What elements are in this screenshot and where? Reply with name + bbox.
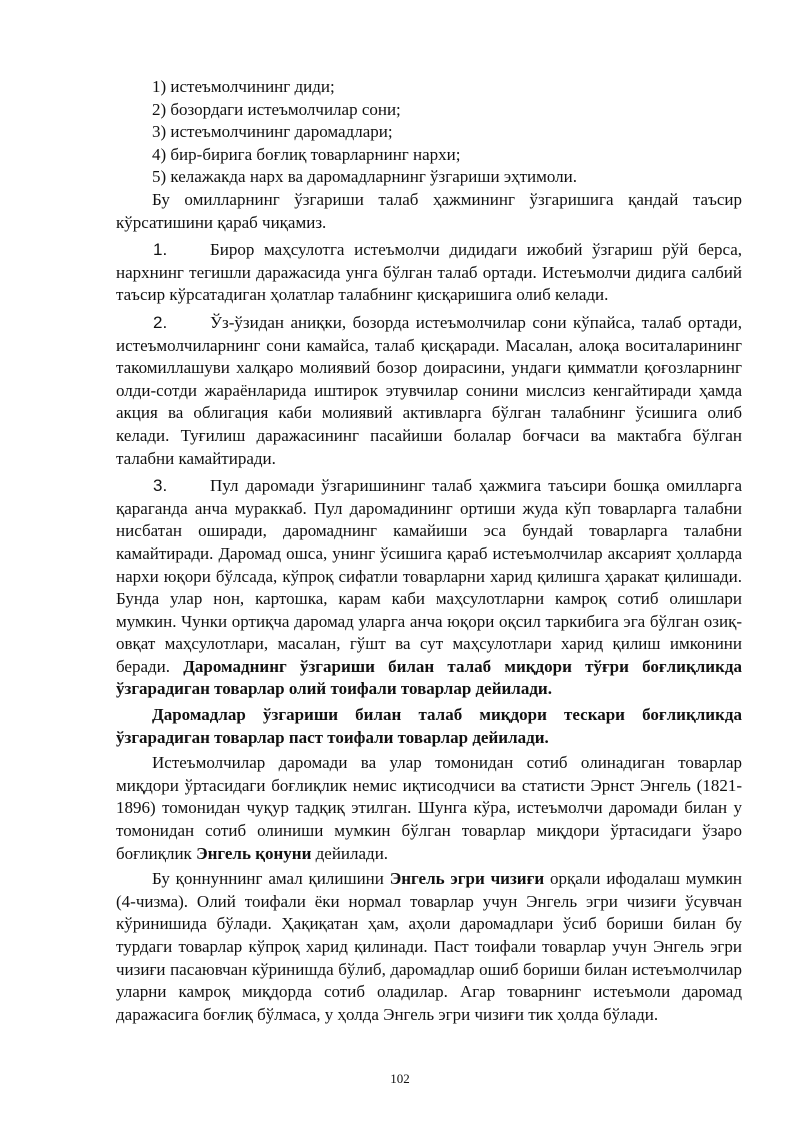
point-2-text: Ўз-ўзидан аниқки, бозорда истеъмолчилар сони кўпайса, талаб ортади, истеъмолчиларнинг сони камайса, талаб қисқаради. Масалан, алоқа воситаларининг такомиллашуви халқаро молиявий бозор доирасини, ундаги қимматли қоғозларнинг олди-сотди жараёнларида иштирок этувчилар сонини мислсиз кенгайтиради ҳамда акция ва облигация каби молиявий активларга бўлган талабнинг ўсишига олиб келади. Туғилиш даражасининг пасайиши болалар боғчаси ва мактабга бўлган талабни камайтиради. xyxy=(116,312,742,468)
list-item: 1) истеъмолчининг диди; xyxy=(152,77,335,96)
point-2-number: 2. xyxy=(153,312,168,332)
inferior-goods-definition: Даромадлар ўзгариши билан талаб миқдори тескари боғлиқликда ўзгарадиган товарлар паст тоифали товарлар дейилади. xyxy=(116,705,742,747)
point-1-text: Бирор маҳсулотга истеъмолчи дидидаги ижобий ўзгариш рўй берса, нархнинг тегишли даражасида унга бўлган талаб ортади. Истеъмолчи дидига салбий таъсир кўрсатадиган ҳолатлар талабнинг қисқаришига олиб келади. xyxy=(116,240,742,305)
point-1-number: 1. xyxy=(153,240,168,260)
page-number: 102 xyxy=(390,1071,410,1086)
engel-curve-text-1: Бу қоннуннинг амал қилишини xyxy=(152,869,390,889)
list-item: 3) истеъмолчининг даромадлари; xyxy=(152,122,393,142)
engel-law-term: Энгель қонуни xyxy=(196,843,312,863)
body-text xyxy=(116,189,742,1029)
engel-law-text-2: дейилади. xyxy=(311,843,389,863)
engel-curve-paragraph xyxy=(116,868,742,1026)
engel-curve-term: Энгель эгри чизиғи xyxy=(389,869,545,889)
point-1-paragraph xyxy=(116,239,742,307)
engel-law-text-1: Истеъмолчилар даромади ва улар томонидан сотиб олинадиган товарлар миқдори ўртасидаги боғлиқлик немис иқтисодчиси ва статисти Эрнст Энгель (1821-1896) томонидан чуқур тадқиқ этилган. Шунга кўра, истеъмолчи даромади билан у томонидан сотиб олиниши мумкин бўлган товарлар миқдори ўртасидаги ўзаро боғлиқлик xyxy=(116,753,742,863)
intro-paragraph: Бу омилларнинг ўзгариши талаб ҳажмининг ўзгаришига қандай таъсир кўрсатишини қараб чиқамиз. xyxy=(116,190,742,232)
list-item: 4) бир-бирига боғлиқ товарларнинг нархи; xyxy=(152,144,461,164)
point-3-text: Пул даромади ўзгаришининг талаб ҳажмига таъсири бошқа омилларга қараганда анча мураккаб. Пул даромадининг ортиши жуда кўп товарларга талабни нисбатан оширади, даромаднинг камайиши эса бундай товарларга талабни камайтиради. Даромад ошса, унинг ўсишига қараб истеъмолчилар аксарият ҳолларда нархи юқори бўлсада, кўпроқ сифатли товарларни харид қилишга ҳаракат қилишади. Бунда улар нон, картошка, карам каби маҳсулотларни камроқ сотиб олишлари мумкин. Чунки ортиқча даромад уларга анча юқори оқсил таркибига эга бўлган озиқ-овқат маҳсулотлари, масалан, гўшт ва сут маҳсулотлари харид қилиш имконини беради. xyxy=(116,476,742,676)
list-item: 2) бозордаги истеъмолчилар сони; xyxy=(152,99,401,119)
point-3-number: 3. xyxy=(153,476,168,496)
engel-curve-text-2: орқали ифодалаш мумкин (4-чизма). Олий тоифали ёки нормал товарлар учун Энгель эгри чизиғи ўсувчан кўринишида бўлади. Ҳақиқатан ҳам, аҳоли даромадлари ўсиб бориши билан бу турдаги товарлар кўпроқ харид қилинади. Паст тоифали товарлар учун Энгель эгри чизиғи пасаювчан кўринишда бўлиб, даромадлар ошиб бориши билан истеъмолчилар уларни камроқ миқдорда сотиб оладилар. Агар товарнинг истеъмоли даромад даражасига боғлиқ бўлмаса, у ҳолда Энгель эгри чизиғи тик ҳолда бўлади. xyxy=(116,869,743,1024)
list-item: 5) келажакда нарх ва даромадларнинг ўзгариши эҳтимоли. xyxy=(152,167,578,187)
factor-list xyxy=(152,76,577,189)
point-3-paragraph xyxy=(116,475,742,701)
point-2-paragraph xyxy=(116,312,742,470)
engel-law-paragraph xyxy=(116,752,742,865)
superior-goods-definition: Даромаднинг ўзгариши билан талаб миқдори тўғри боғлиқликда ўзгарадиган товарлар олий тоифали товарлар дейилади. xyxy=(116,656,742,699)
